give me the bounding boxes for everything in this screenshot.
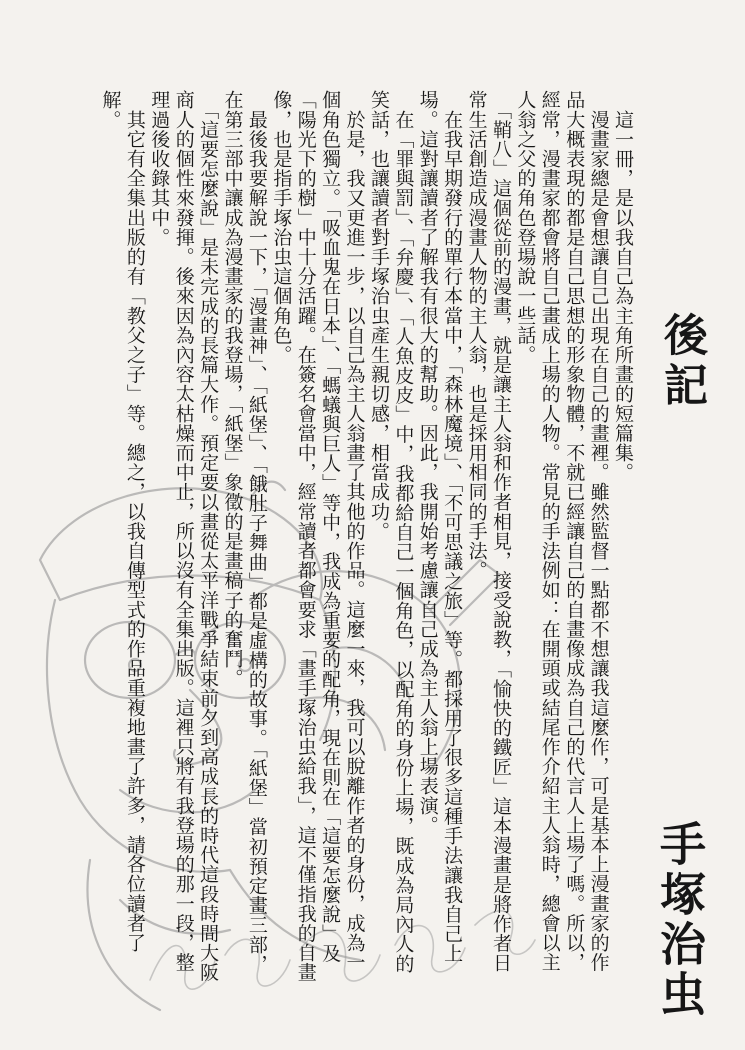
paragraph: 這一冊，是以我自己為主角所畫的短篇集。 <box>612 90 634 482</box>
paragraph: 於是，我又更進一步，以自己為主人翁畫了其他的作品。這麼一來，我可以脫離作者的身份，成為一個角色獨立。「吸血鬼在日本」、「螞蟻與巨人」等中，我成為重要的配角，現在則在「這要怎麼說」及「陽光下的樹」中十分活躍。在簽名會當中，經常讀者都會要求「畫手塚治虫給我」，這不僅指我的自畫像，也是指手塚治虫這個角色。 <box>270 90 366 983</box>
author-name: 手塚治虫 <box>653 820 707 1020</box>
paragraph: 在我早期發行的單行本當中，「森林魔境」、「不可思議之旅」等。都採用了很多這種手法讓我自己上場。這對讓讀者了解我有很大的幫助。因此，我開始考慮讓自己成為主人翁上場表演。 <box>416 90 464 964</box>
afterword-body <box>50 90 635 990</box>
paragraph: 在「罪與罰」、「弁慶」、「人魚皮皮」中，我都給自己一個角色，以配角的身份上場，既成為局內人的笑話，也讓讀者對手塚治虫產生親切感，相當成功。 <box>367 90 415 974</box>
paragraph: 「鞘八」這個從前的漫畫，就是讓主人翁和作者相見，接受說教，「愉快的鐵匠」這本漫畫是將作者日常生活創造成漫畫人物的主人翁，也是採用相同的手法。 <box>465 90 512 973</box>
paragraph: 最後我要解說一下，「漫畫神」、「紙堡」、「餓肚子舞曲」都是虛構的故事。「紙堡」當初預定畫三部，在第三部中讓成為漫畫家的我登場，「紙堡」象徵的是畫稿子的奮鬥。 <box>221 90 268 974</box>
paragraph: 漫畫家總是會想讓自己出現在自己的畫裡。雖然監督一點都不想讓我這麼作，可是基本上漫畫家的作品大概表現的都是自己思想的形象物體，不就已經讓自己的自畫像成為自己的代言人上場了嗎。所以，經常，漫畫家都會將自己畫成上場的人物。常見的手法例如：在開頭或結尾作介紹主人翁時，總會以主人翁之父的角色登場說一些話。 <box>514 90 610 972</box>
page-title: 後記 <box>656 312 707 412</box>
paragraph: 「這要怎麼說」是未完成的長篇大作。預定要以畫從太平洋戰爭結束前夕到高成長的時代這段時間大阪商人的個性來發揮。後來因為內容太枯燥而中止，所以沒有全集出版。這裡只將有我登場的那一段，整理過後收錄其中。 <box>148 90 220 983</box>
paragraph: 其它有全集出版的有「教父之子」等。總之，以我自傳型式的作品重複地畫了許多，請各位讀者了解。 <box>99 90 146 953</box>
